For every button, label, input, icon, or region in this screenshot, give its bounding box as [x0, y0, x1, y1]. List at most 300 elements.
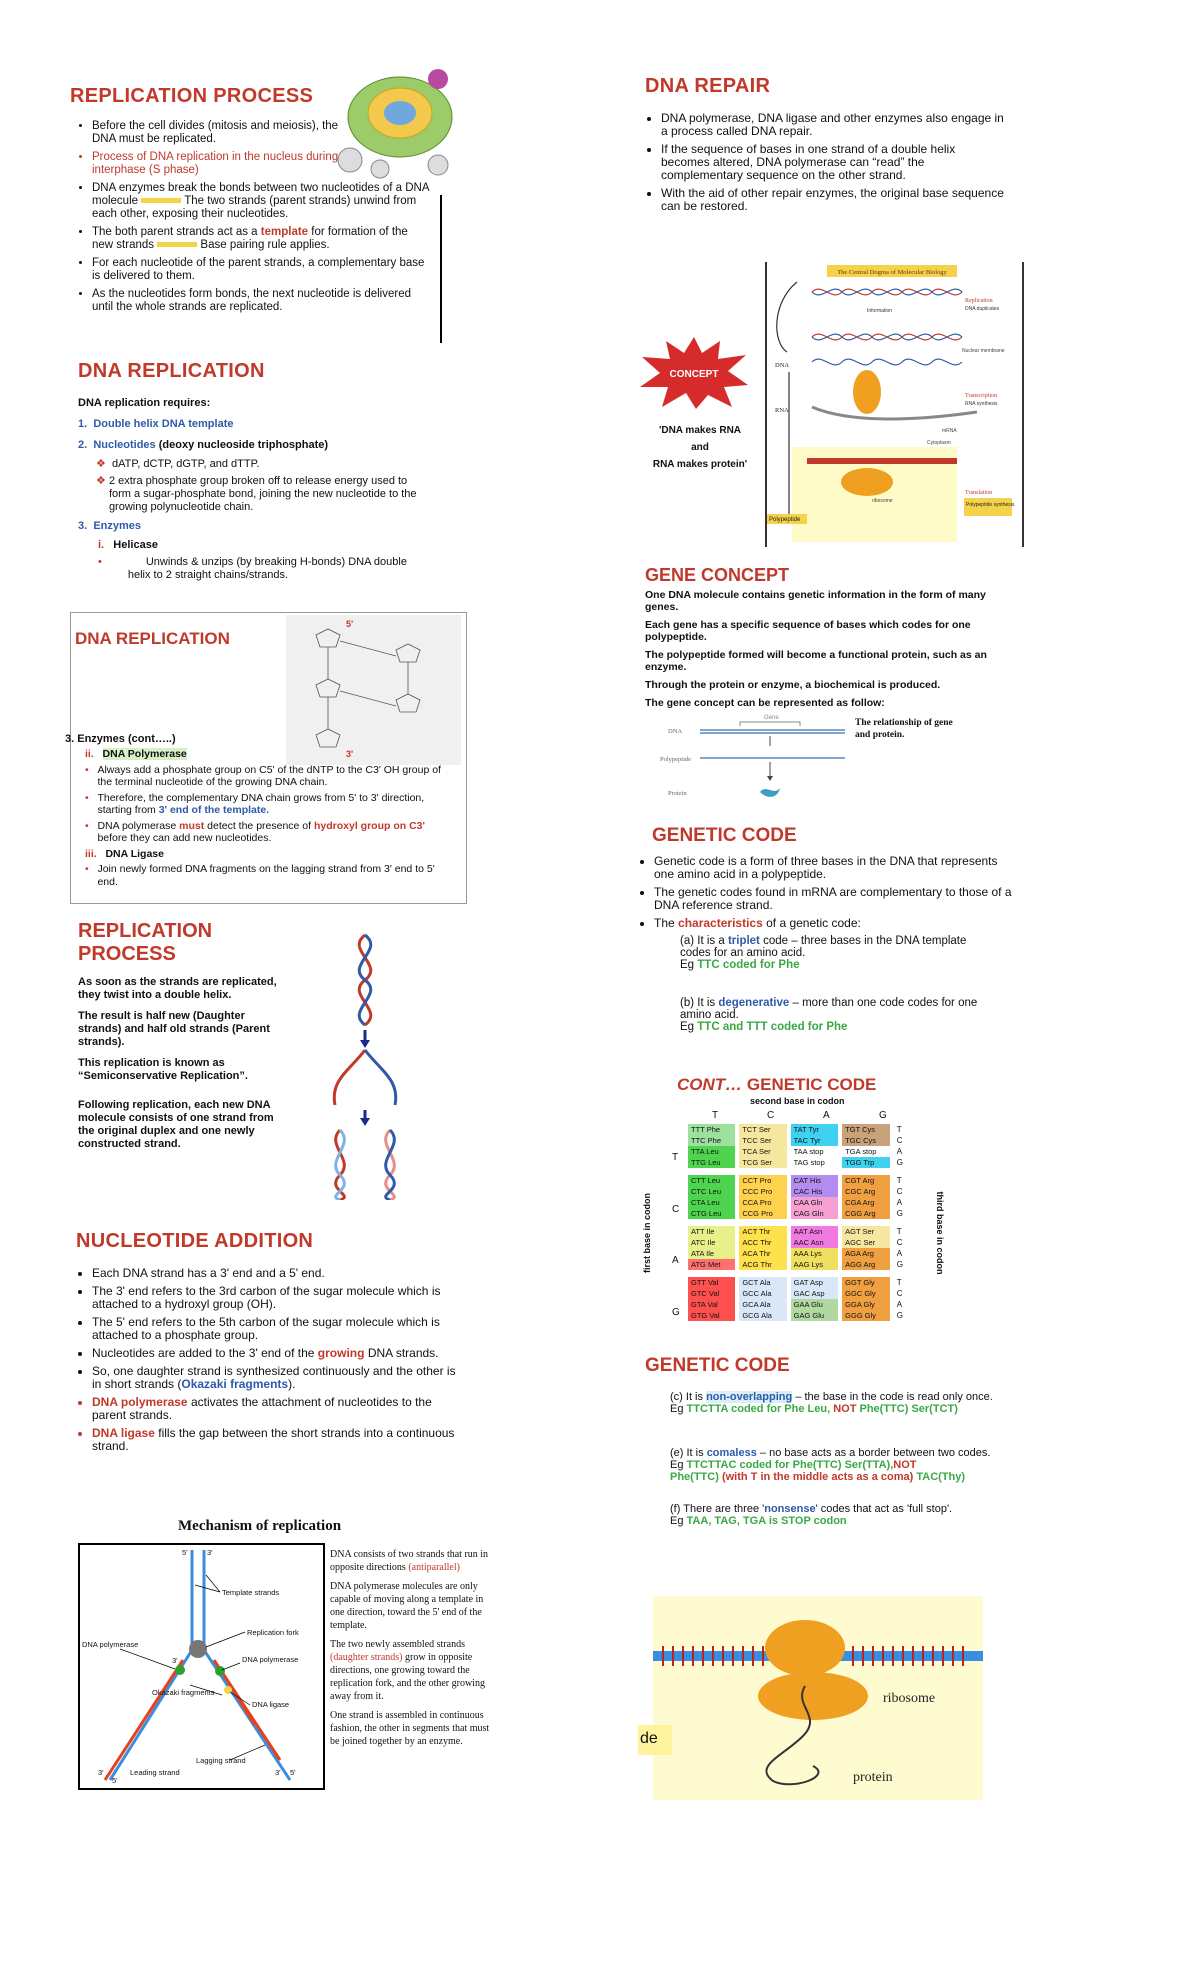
bullet-list	[640, 855, 1015, 930]
number: 3.	[78, 520, 88, 532]
third-base: T	[896, 1278, 902, 1287]
codon-cell: TTG Leu	[688, 1157, 737, 1172]
codon-cell: ATG Met	[688, 1259, 737, 1274]
codon-cell: CCA Pro	[737, 1197, 788, 1208]
bullet-text: So, one daughter strand is synthesized continuously and the other is in short strands (	[92, 1364, 456, 1391]
section-title: DNA REPAIR	[645, 75, 771, 97]
requirement-text: Enzymes	[93, 520, 142, 532]
characteristic-a	[680, 935, 1000, 971]
dna-replication-panel	[65, 612, 467, 904]
bullet-text: DNA strands.	[367, 1346, 439, 1360]
paragraph-text: The two newly assembled strands	[330, 1639, 465, 1650]
codon-cell: CTA Leu	[688, 1197, 737, 1208]
requirement-text: (deoxy nucleoside triphosphate)	[158, 439, 329, 451]
text: (b) It is	[680, 997, 716, 1009]
paragraph	[330, 1548, 500, 1574]
label-3prime: 3'	[207, 1548, 213, 1557]
polymerase-label: DNA Polymerase	[102, 748, 187, 760]
bullet-text: Nucleotides are added to the 3' end of the	[92, 1346, 315, 1360]
codon-row	[688, 1146, 906, 1157]
diamond-icon: ❖	[96, 475, 106, 487]
title-part: CONT…	[677, 1075, 743, 1094]
number: 1.	[78, 418, 88, 430]
codon-cell: GGC Gly	[840, 1288, 892, 1299]
codon-table	[688, 1124, 906, 1328]
transcription-sub: RNA synthesis	[965, 401, 998, 407]
bullet: • The 5' end refers to the 5th carbon of the sugar molecule which is attached to a phosphate group.	[92, 1316, 456, 1342]
codon-cell: GTA Val	[688, 1299, 737, 1310]
codon-cell: ATA Ile	[688, 1248, 737, 1259]
bullet	[654, 917, 1015, 930]
label-dna-polymerase: DNA polymerase	[242, 1655, 299, 1664]
three-prime-label: 3'	[346, 749, 354, 759]
text: – more than one code codes for one amino acid.	[680, 997, 978, 1021]
point-text-part: 3' end of the template.	[158, 804, 270, 816]
label-template-strands: Template strands	[222, 1588, 280, 1597]
label-lagging-strand: Lagging strand	[196, 1756, 246, 1765]
codon-cell: ACT Thr	[737, 1223, 788, 1238]
codon-cell: CCC Pro	[737, 1186, 788, 1197]
codon-cell: CAC His	[789, 1186, 841, 1197]
codon-row	[688, 1223, 906, 1238]
point	[85, 820, 455, 845]
roman-numeral: iii.	[85, 847, 97, 860]
replication-sub: DNA duplicates	[965, 306, 1000, 312]
point-text-part: Therefore, the complementary DNA chain grows from 5' to 3' direction, starting from	[97, 791, 425, 816]
codon-cell: CCT Pro	[737, 1172, 788, 1187]
label-okazaki: Okazaki fragments	[152, 1688, 215, 1697]
bullet: • As the nucleotides form bonds, the next nucleotide is delivered until the whole strands are replicated.	[92, 288, 432, 314]
bullet: • If the sequence of bases in one strand of a double helix becomes altered, DNA polymerase can “read” the complementary sequence on the other strand.	[661, 143, 1005, 182]
section-title: DNA REPLICATION	[75, 629, 230, 648]
point-text	[97, 820, 455, 845]
text: TTC and TTT coded for Phe	[697, 1021, 848, 1033]
section-title: GENETIC CODE	[652, 825, 797, 846]
third-base: A	[896, 1300, 903, 1309]
text: TAA, TAG, TGA is STOP codon	[686, 1515, 847, 1527]
de-label: de	[640, 1730, 658, 1747]
cytoplasm-label: Cytoplasm	[927, 440, 951, 446]
bullet-dot: •	[98, 556, 102, 568]
codon-row	[688, 1299, 906, 1310]
requirement-1	[78, 418, 438, 431]
dna-label: DNA	[775, 362, 790, 369]
codon-cell: GAC Asp	[789, 1288, 841, 1299]
codon-cell: GAT Asp	[789, 1274, 841, 1289]
third-base: C	[896, 1238, 903, 1247]
text: TTC coded for Phe	[697, 959, 800, 971]
col-header: C	[767, 1110, 775, 1121]
codon-cell: ACG Thr	[737, 1259, 788, 1274]
codon-grid	[688, 1124, 906, 1328]
col-header: A	[823, 1110, 830, 1121]
codon-row	[688, 1237, 906, 1248]
bullet-text: activates the attachment of nucleotides to the parent strands.	[92, 1395, 432, 1422]
point-text-part: before they can add new nucleotides.	[97, 832, 272, 844]
codon-cell: CGC Arg	[840, 1186, 892, 1197]
codon-cell: GGT Gly	[840, 1274, 892, 1289]
polymerase-block	[85, 748, 455, 888]
yellow-arrow	[157, 242, 197, 247]
bullet	[92, 1396, 456, 1422]
bullet-text: fills the gap between the short strands into a continuous strand.	[92, 1426, 455, 1453]
bullet-dot: •	[85, 791, 98, 804]
nucleotide-structure-diagram	[286, 615, 461, 765]
concept-label: CONCEPT	[669, 369, 719, 380]
codon-cell: TGC Cys	[840, 1135, 892, 1146]
text: NOT	[833, 1403, 857, 1415]
text: (a) It is a	[680, 935, 725, 947]
codon-cell: GCA Ala	[737, 1299, 788, 1310]
paragraph-text: (daughter strands)	[330, 1652, 403, 1663]
section-title: REPLICATION PROCESS	[78, 920, 213, 965]
codon-cell: AAC Asn	[789, 1237, 841, 1248]
ligase-heading	[85, 848, 455, 861]
codon-row	[688, 1208, 906, 1223]
bullet-text: The	[654, 916, 675, 930]
codon-cell: TTA Leu	[688, 1146, 737, 1157]
codon-cell: TTT Phe	[688, 1124, 737, 1135]
codon-cell: AAG Lys	[789, 1259, 841, 1274]
col-header: T	[712, 1110, 719, 1121]
codon-cell: CTC Leu	[688, 1186, 737, 1197]
col-header: G	[879, 1110, 887, 1121]
codon-cell: CAA Gln	[789, 1197, 841, 1208]
codon-row	[688, 1310, 906, 1325]
third-base: A	[896, 1147, 903, 1156]
codon-cell: ACA Thr	[737, 1248, 788, 1259]
third-base: T	[896, 1125, 902, 1134]
paragraph-text: (antiparallel)	[408, 1562, 460, 1573]
label-dna-ligase: DNA ligase	[252, 1700, 290, 1709]
bullet-list	[70, 182, 432, 314]
codon-row	[688, 1288, 906, 1299]
five-prime-label: 5'	[346, 619, 354, 629]
bullet-dot: •	[85, 819, 98, 832]
bullet	[92, 182, 432, 221]
point-text-part: DNA polymerase	[97, 819, 177, 832]
bullet-text: DNA enzymes break the bonds between two nucleotides of a DNA molecule	[92, 182, 429, 207]
mrna-label: mRNA	[942, 428, 957, 434]
paragraph: One strand is assembled in continuous fashion, the other in segments that must be joined together by an enzyme.	[330, 1710, 490, 1747]
section-title: NUCLEOTIDE ADDITION	[76, 1230, 314, 1252]
third-base: C	[896, 1289, 903, 1298]
bullet-text: Okazaki fragments	[181, 1377, 289, 1391]
gene-caption: The relationship of gene and protein.	[855, 718, 953, 740]
helicase-text: Unwinds & unzips (by breaking H-bonds) DNA double helix to 2 straight chains/strands.	[127, 556, 407, 581]
codon-cell: AGG Arg	[840, 1259, 892, 1274]
row-header: A	[672, 1255, 679, 1266]
point	[85, 863, 455, 888]
first-base-label: first base in codon	[642, 1193, 652, 1274]
codon-cell: CGG Arg	[840, 1208, 892, 1223]
requirement-text: Double helix DNA template	[93, 418, 234, 430]
gene-concept-section	[645, 565, 1005, 709]
bullet-text: DNA ligase	[92, 1426, 155, 1440]
bullet-text: ).	[288, 1377, 296, 1391]
protein-label: protein	[853, 1770, 893, 1785]
third-base-label: third base in codon	[935, 1191, 945, 1275]
text: code – three bases in the DNA template codes for an amino acid.	[680, 935, 967, 959]
ligase-label: DNA Ligase	[105, 847, 164, 860]
polymerase-heading	[85, 748, 455, 761]
third-base: G	[896, 1209, 903, 1218]
codon-cell: CGA Arg	[840, 1197, 892, 1208]
requirement-text: Nucleotides	[93, 439, 156, 451]
codon-cell: GAA Glu	[789, 1299, 841, 1310]
polypeptide-label: Polypeptide	[660, 756, 692, 763]
number: 2.	[78, 439, 88, 451]
translation-sub: Polypeptide synthesis	[966, 502, 1015, 508]
sub-text: 2 extra phosphate group broken off to release energy used to form a sugar-phosphate bond, joining the new nucleotide to the growing polynucleotide chain.	[108, 475, 417, 513]
text: NOT	[893, 1459, 917, 1471]
codon-cell: GTC Val	[688, 1288, 737, 1299]
title-part: GENETIC CODE	[746, 1075, 877, 1094]
text: TTCTTAC coded for Phe(TTC) Ser(TTA),	[686, 1459, 894, 1471]
third-base: G	[896, 1311, 903, 1320]
codon-cell: CAT His	[789, 1172, 841, 1187]
codon-cell: GAG Glu	[789, 1310, 841, 1325]
text: nonsense	[764, 1503, 816, 1515]
label-replication-fork: Replication fork	[247, 1628, 299, 1637]
characteristic-c	[670, 1391, 1000, 1415]
helicase-item	[78, 539, 438, 552]
ribosome-illustration	[653, 1596, 983, 1800]
third-base: T	[896, 1176, 902, 1185]
point-text-part: detect the presence of	[207, 819, 312, 832]
dogma-quote	[640, 424, 760, 471]
third-base: A	[896, 1249, 903, 1258]
text: (f) There are three '	[670, 1503, 765, 1515]
codon-cell: TAG stop	[789, 1157, 841, 1172]
point-text-part: hydroxyl group on C3'	[313, 819, 425, 832]
diamond-icon: ❖	[96, 458, 106, 470]
transcription-label: Transcription	[965, 393, 998, 399]
bullet-dot: •	[85, 763, 98, 776]
text: Eg	[680, 1021, 695, 1033]
bullet-text: DNA polymerase	[92, 1395, 188, 1409]
bullet-list	[645, 112, 1005, 213]
text: (e) It is	[670, 1447, 704, 1459]
paragraph: The polypeptide formed will become a functional protein, such as an enzyme.	[645, 649, 987, 673]
replication-label: Replication	[965, 298, 993, 304]
bullet-text: characteristics	[678, 916, 763, 930]
paragraph	[330, 1638, 500, 1703]
text: Eg	[670, 1515, 684, 1527]
paragraph: This replication is known as “Semiconservative Replication”.	[78, 1057, 248, 1082]
dna-label: DNA	[668, 728, 683, 735]
third-base: A	[896, 1198, 903, 1207]
text: Eg	[670, 1459, 684, 1471]
third-base: C	[896, 1136, 903, 1145]
de-label-box	[638, 1725, 672, 1755]
sub-item	[78, 458, 438, 471]
codon-cell: GGA Gly	[840, 1299, 892, 1310]
text: – the base in the code is read only once.	[795, 1391, 993, 1403]
third-base: G	[896, 1260, 903, 1269]
codon-cell: TCT Ser	[737, 1124, 788, 1135]
text: Phe(TTC) Ser(TCT)	[859, 1403, 958, 1415]
codon-row	[688, 1197, 906, 1208]
requirement-2	[78, 439, 438, 452]
codon-table-title	[677, 1075, 876, 1095]
bullet: • DNA polymerase, DNA ligase and other enzymes also engage in a process called DNA repair.	[661, 112, 1005, 138]
codon-cell: AAA Lys	[789, 1248, 841, 1259]
text: Eg	[670, 1403, 684, 1415]
bullet	[92, 226, 432, 252]
bullet	[92, 1427, 456, 1453]
text: triplet	[727, 935, 760, 947]
label-3prime: 3'	[98, 1768, 104, 1777]
codon-cell: GCG Ala	[737, 1310, 788, 1325]
bullet: • Process of DNA replication in the nucleus during interphase (S phase)	[92, 151, 357, 177]
bullet-dot: •	[85, 863, 98, 875]
bullet-list	[70, 120, 357, 177]
roman-numeral: i.	[98, 539, 105, 551]
text: non-overlapping	[706, 1391, 793, 1403]
paragraph-text: grow in opposite directions, one growing toward the replication fork, and the other growing away from it.	[330, 1652, 485, 1702]
codon-row	[688, 1172, 906, 1187]
bullet: • The 3' end refers to the 3rd carbon of the sugar molecule which is attached to a hydroxyl group (OH).	[92, 1285, 456, 1311]
paragraph: One DNA molecule contains genetic information in the form of many genes.	[645, 589, 986, 613]
ribosome-label: ribosome	[883, 1691, 936, 1706]
section-title: GENE CONCEPT	[645, 565, 790, 585]
point-text	[97, 792, 455, 817]
genetic-code-2-section	[645, 1355, 1020, 1527]
text: ' codes that act as 'full stop'.	[815, 1503, 953, 1515]
paragraph: The result is half new (Daughter strands) and half old strands (Parent strands).	[78, 1010, 270, 1048]
codon-cell: TAC Tyr	[789, 1135, 841, 1146]
mechanism-title: Mechanism of replication	[178, 1518, 342, 1534]
label-5prime: 5'	[182, 1548, 188, 1557]
bullet-text: template	[260, 226, 309, 238]
codon-cell: CAG Gln	[789, 1208, 841, 1223]
quote-line: 'DNA makes RNA	[658, 425, 742, 436]
gene-protein-diagram	[660, 710, 850, 810]
third-base: T	[896, 1227, 902, 1236]
bullet	[92, 1365, 456, 1391]
codon-cell: AGT Ser	[840, 1223, 892, 1238]
divider-line	[440, 195, 442, 343]
bullet-text: The two strands (parent strands) unwind from each other, exposing their nucleotides.	[92, 195, 417, 220]
codon-cell: ACC Thr	[737, 1237, 788, 1248]
codon-row	[688, 1186, 906, 1197]
bullet-text: for formation of the new strands	[92, 226, 408, 251]
third-base: G	[896, 1158, 903, 1167]
codon-cell: TGA stop	[840, 1146, 892, 1157]
bullet: • Genetic code is a form of three bases in the DNA that represents one amino acid in a polypeptide.	[654, 855, 1015, 881]
helicase-label: Helicase	[113, 539, 158, 551]
codon-cell: TCC Ser	[737, 1135, 788, 1146]
protein-label: Protein	[668, 790, 687, 797]
paragraph-text: DNA consists of two strands that run in opposite directions	[330, 1549, 489, 1573]
codon-cell: TTC Phe	[688, 1135, 737, 1146]
text: Eg	[680, 959, 695, 971]
text: Phe(TTC)	[670, 1471, 719, 1483]
point-text: Always add a phosphate group on C5' of the dNTP to the C3' OH group of the terminal nucleotide of the growing DNA chain.	[97, 763, 441, 788]
concept-starburst	[638, 335, 750, 411]
roman-numeral: ii.	[85, 748, 94, 760]
sub-item	[78, 475, 438, 514]
text: degenerative	[718, 997, 790, 1009]
codon-cell: GTG Val	[688, 1310, 737, 1325]
codon-cell: CTG Leu	[688, 1208, 737, 1223]
codon-cell: AGC Ser	[840, 1237, 892, 1248]
dogma-title: The Central Dogma of Molecular Biology	[837, 269, 947, 276]
label-3prime: 3'	[275, 1768, 281, 1777]
ribosome-figure	[653, 1596, 983, 1800]
requirement-3	[78, 520, 438, 533]
section-title: DNA REPLICATION	[78, 360, 265, 382]
bullet	[92, 1347, 456, 1360]
codon-cell: TCA Ser	[737, 1146, 788, 1157]
codon-cell: AAT Asn	[789, 1223, 841, 1238]
polypeptide-label: Polypeptide	[769, 517, 801, 523]
text: – no base acts as a border between two codes.	[759, 1447, 991, 1459]
point-text: Join newly formed DNA fragments on the lagging strand from 3' end to 5' end.	[97, 863, 435, 888]
point	[85, 792, 455, 817]
label-5prime: 5'	[290, 1768, 296, 1777]
replication-process-2-section	[78, 920, 288, 1151]
quote-line: and	[691, 442, 709, 453]
requires-label: DNA replication requires:	[78, 397, 211, 409]
text: (c) It is	[670, 1391, 703, 1403]
characteristic-b	[680, 997, 1010, 1033]
codon-cell: GGG Gly	[840, 1310, 892, 1325]
central-dogma-figure	[765, 262, 1024, 547]
codon-cell: GCC Ala	[737, 1288, 788, 1299]
paragraph: Each gene has a specific sequence of bases which codes for one polypeptide.	[645, 619, 971, 643]
yellow-arrow	[141, 198, 181, 203]
point	[85, 764, 455, 789]
codon-row	[688, 1135, 906, 1146]
bullet-text: of a genetic code:	[766, 916, 861, 930]
paragraph: As soon as the strands are replicated, they twist into a double helix.	[78, 976, 277, 1001]
codon-cell: TGT Cys	[840, 1124, 892, 1135]
bullet: • For each nucleotide of the parent strands, a complementary base is delivered to them.	[92, 257, 432, 283]
section-title: GENETIC CODE	[645, 1355, 790, 1376]
bullet: • Before the cell divides (mitosis and meiosis), the DNA must be replicated.	[92, 120, 357, 146]
paragraph: Through the protein or enzyme, a biochemical is produced.	[645, 679, 941, 691]
codon-cell: TGG Trp	[840, 1157, 892, 1172]
third-base: C	[896, 1187, 903, 1196]
codon-cell: ATC Ile	[688, 1237, 737, 1248]
label-5prime: 5'	[112, 1776, 118, 1785]
nuclear-label: Nuclear membrane	[962, 348, 1005, 354]
text: TAC(Thy)	[916, 1471, 966, 1483]
codon-row	[688, 1274, 906, 1289]
codon-cell: CCG Pro	[737, 1208, 788, 1223]
characteristic-e	[670, 1447, 1030, 1483]
characteristic-f	[670, 1503, 970, 1527]
dna-replication-section	[78, 360, 438, 582]
text: (with T in the middle acts as a coma)	[721, 1471, 914, 1483]
codon-row	[688, 1248, 906, 1259]
genetic-code-section	[640, 825, 1015, 1033]
codon-row	[688, 1124, 906, 1135]
section-title: REPLICATION PROCESS	[70, 85, 314, 107]
codon-cell: GCT Ala	[737, 1274, 788, 1289]
label-3prime: 3'	[172, 1656, 178, 1665]
codon-cell: CTT Leu	[688, 1172, 737, 1187]
helicase-desc	[78, 556, 438, 582]
row-header: T	[672, 1152, 679, 1163]
codon-cell: CGT Arg	[840, 1172, 892, 1187]
bullet-text: growing	[317, 1346, 365, 1360]
replication-fork-diagram	[80, 1545, 323, 1788]
dna-repair-section	[645, 75, 1005, 218]
codon-cell: TAA stop	[789, 1146, 841, 1157]
